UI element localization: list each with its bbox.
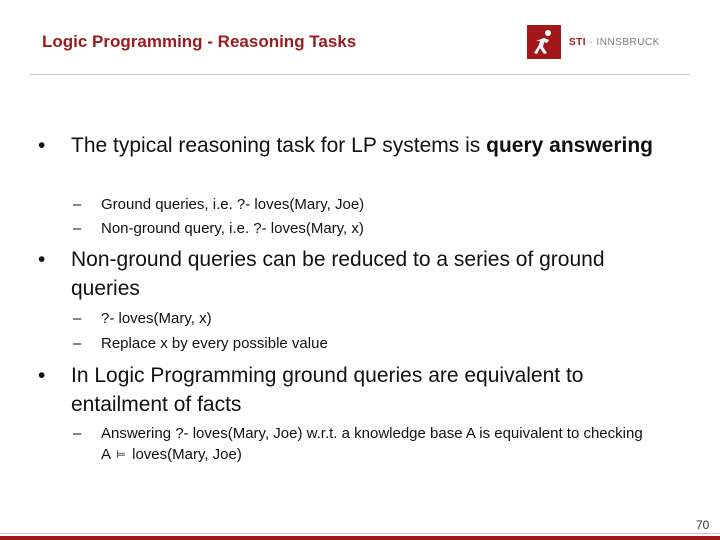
- sti-figure-icon: [527, 25, 561, 59]
- sub-bullet-marker: –: [73, 335, 82, 352]
- bullet-text: In Logic Programming ground queries are equivalent to entailment of facts: [71, 364, 584, 416]
- sub-bullet-marker: –: [73, 196, 82, 213]
- sub-bullet-marker: –: [73, 425, 82, 442]
- sub-bullet-text: Non-ground query, i.e. ?- loves(Mary, x): [101, 220, 364, 237]
- bullet-query-answering: [38, 131, 678, 160]
- bullet-text: [71, 131, 678, 160]
- sub-bullet-query-example: [73, 308, 673, 329]
- sub-bullet-text: [101, 423, 673, 466]
- sub-bullet-text: Replace x by every possible value: [101, 335, 328, 352]
- sub-bullet-line1: Answering ?- loves(Mary, Joe) w.r.t. a knowledge base A is equivalent to checking: [101, 425, 643, 442]
- header-divider: [30, 74, 690, 75]
- logo-location: INNSBRUCK: [596, 36, 660, 48]
- models-symbol: ⊨: [116, 449, 126, 461]
- sub-bullet-line2-before: A: [101, 446, 115, 463]
- page-number: 70: [696, 518, 710, 532]
- sub-bullet-text: Ground queries, i.e. ?- loves(Mary, Joe): [101, 196, 365, 213]
- sub-bullet-replace-x: [73, 333, 673, 354]
- sub-bullet-marker: –: [73, 310, 82, 327]
- sub-bullet-text: ?- loves(Mary, x): [101, 310, 212, 327]
- footer-divider: [0, 533, 720, 534]
- bullet-marker: •: [38, 364, 46, 387]
- slide-title: Logic Programming - Reasoning Tasks: [42, 32, 357, 51]
- logo-separator: ·: [586, 36, 597, 48]
- bullet-text-prefix: The typical reasoning task for LP systems is: [71, 134, 487, 157]
- sub-bullet-marker: –: [73, 220, 82, 237]
- sub-bullet-line2-after: loves(Mary, Joe): [127, 446, 242, 463]
- logo-wordmark: [569, 37, 660, 48]
- sub-bullet-answering: [73, 423, 673, 466]
- sti-innsbruck-logo: [527, 24, 660, 60]
- bullet-entailment: [38, 361, 678, 419]
- bullet-text-emphasis: query answering: [486, 134, 654, 157]
- sub-bullet-ground-queries: [73, 194, 673, 215]
- footer-accent-bar: [0, 536, 720, 540]
- sub-bullet-non-ground-query: [73, 218, 673, 239]
- bullet-marker: •: [38, 248, 46, 271]
- bullet-text: Non-ground queries can be reduced to a series of ground queries: [71, 248, 605, 300]
- logo-brand: STI: [569, 36, 587, 48]
- bullet-marker: •: [38, 134, 46, 157]
- bullet-non-ground-reduction: [38, 245, 678, 303]
